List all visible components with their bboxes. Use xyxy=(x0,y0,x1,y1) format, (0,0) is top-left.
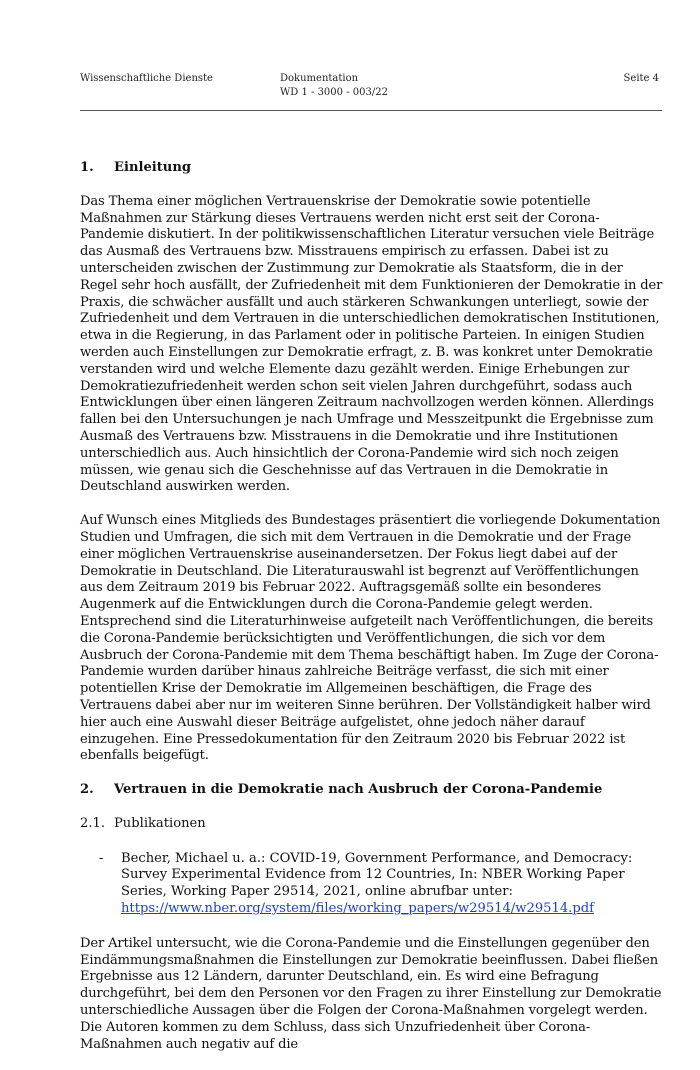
subsection-heading xyxy=(80,816,663,833)
paragraph: Der Artikel untersucht, wie die Corona-Pandemie und die Einstellungen gegenüber den Eindämmungsmaßnahmen die Einstellungen zur Demokratie beeinflussen. Dabei fließen Ergebnisse aus 12 Ländern, darunter Deutschland, ein. Es wird eine Befragung durchgeführt, bei dem den Personen vor den Fragen zu ihrer Einstellung zur Demokratie unterschiedliche Aussagen über die Folgen der Corona-Maßnahmen vorgelegt werden. Die Autoren kommen zu dem Schluss, dass sich Unzufriedenheit über Corona-Maßnahmen auch negativ auf die xyxy=(80,935,662,1052)
source-link[interactable]: https://www.nber.org/system/files/working_papers/w29514/w29514.pdf xyxy=(121,901,594,917)
section-heading-2 xyxy=(80,782,663,799)
paragraph: Auf Wunsch eines Mitglieds des Bundestages präsentiert die vorliegende Dokumentation Studien und Umfragen, die sich mit dem Vertrauen in die Demokratie und der Frage einer möglichen Vertrauenskrise auseinandersetzen. Der Fokus liegt dabei auf der Demokratie in Deutschland. Die Literaturauswahl ist begrenzt auf Veröffentlichungen aus dem Zeitraum 2019 bis Februar 2022. Auftragsgemäß sollte ein besonderes Augenmerk auf die Entwicklungen durch die Corona-Pandemie gelegt werden. Entsprechend sind die Literaturhinweise aufgeteilt nach Veröffentlichungen, die bereits die Corona-Pandemie berücksichtigten und Veröffentlichungen, die sich vor dem Ausbruch der Corona-Pandemie mit dem Thema beschäftigt haben. Im Zuge der Corona-Pandemie wurden darüber hinaus zahlreiche Beiträge verfasst, die sich mit einer potentiellen Krise der Demokratie im Allgemeinen beschäftigen, die Frage des Vertrauens dabei aber nur im weiteren Sinne berühren. Der Vollständigkeit halber wird hier auch eine Auswahl dieser Beiträge aufgelistet, ohne jedoch näher darauf einzugehen. Eine Pressedokumentation für den Zeitraum 2020 bis Februar 2022 ist ebenfalls beigefügt. xyxy=(80,513,661,764)
header-page-number: Seite 4 xyxy=(623,73,659,84)
document-body xyxy=(80,160,663,1070)
section-title: Einleitung xyxy=(114,160,191,175)
section-heading-1 xyxy=(80,160,663,177)
list-dash: - xyxy=(99,850,104,866)
subsection-title: Publikationen xyxy=(114,815,206,831)
header-divider xyxy=(80,110,662,111)
subsection-number: 2.1. xyxy=(80,815,105,831)
header-doc-info xyxy=(280,72,388,100)
header-doc-id: WD 1 - 3000 - 003/22 xyxy=(280,87,388,98)
section-number: 2. xyxy=(80,782,94,798)
header-org: Wissenschaftliche Dienste xyxy=(80,73,213,84)
section-title: Vertrauen in die Demokratie nach Ausbruch der Corona-Pandemie xyxy=(114,782,603,798)
section-number: 1. xyxy=(80,160,94,175)
bibliography-entry xyxy=(99,850,663,918)
header-doc-type: Dokumentation xyxy=(280,73,359,84)
bibliography-text: Becher, Michael u. a.: COVID-19, Government Performance, and Democracy: Survey Experimental Evidence from 12 Countries, In: NBER Working Paper Series, Working Paper 29514, 2021, online abrufbar unter: xyxy=(121,850,633,900)
paragraph: Das Thema einer möglichen Vertrauenskrise der Demokratie sowie potentielle Maßnahmen zur Stärkung dieses Vertrauens werden nicht erst seit der Corona-Pandemie diskutiert. In der politikwissenschaftlichen Literatur versuchen viele Beiträge das Ausmaß des Vertrauens bzw. Misstrauens empirisch zu erfassen. Dabei ist zu unterscheiden zwischen der Zustimmung zur Demokratie als Staatsform, die in der Regel sehr hoch ausfällt, der Zufriedenheit mit dem Funktionieren der Demokratie in der Praxis, die schwächer ausfällt und auch stärkeren Schwankungen unterliegt, sowie der Zufriedenheit und dem Vertrauen in die unterschiedlichen demokratischen Institutionen, etwa in die Regierung, in das Parlament oder in politische Parteien. In einigen Studien werden auch Einstellungen zur Demokratie erfragt, z. B. was konkret unter Demokratie verstanden wird und welche Elemente dazu gezählt werden. Einige Erhebungen zur Demokratiezufriedenheit werden schon seit vielen Jahren durchgeführt, sodass auch Entwicklungen über einen längeren Zeitraum nachvollzogen werden können. Allerdings fallen bei den Untersuchungen je nach Umfrage und Messzeitpunkt die Ergebnisse zum Ausmaß des Vertrauens bzw. Misstrauens in die Demokratie und ihre Institutionen unterschiedlich aus. Auch hinsichtlich der Corona-Pandemie wird sich noch zeigen müssen, wie genau sich die Geschehnisse auf das Vertrauen in die Demokratie in Deutschland auswirken werden. xyxy=(80,193,663,495)
